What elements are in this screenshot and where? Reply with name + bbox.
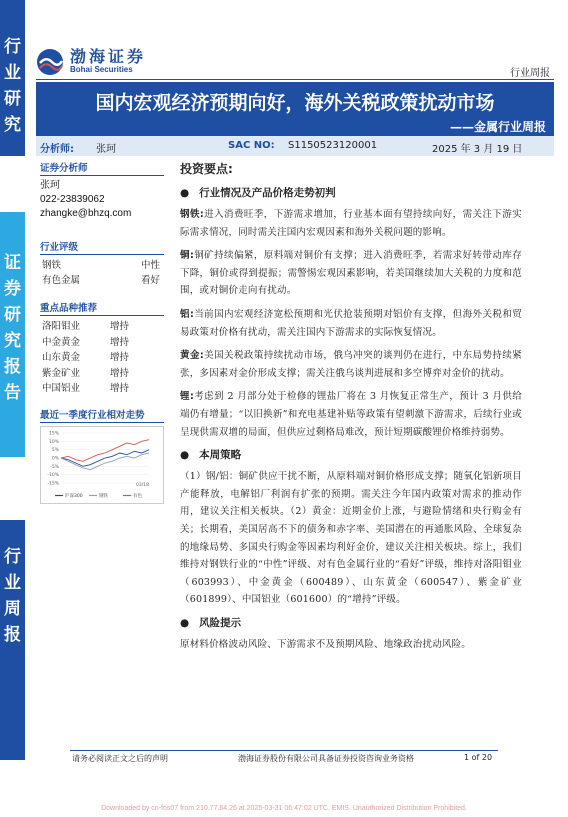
side-tab-char: 研 [4, 305, 21, 325]
y-tick-label: -15% [47, 481, 59, 486]
rating-row [40, 273, 164, 288]
section-title: 行业情况及产品价格走势初判 [199, 187, 336, 199]
para-lead: 钢铁: [180, 209, 204, 220]
logo-en-text: Bohai Securities [70, 65, 133, 74]
info-bar [36, 136, 554, 156]
title-bar [36, 82, 554, 136]
stock-rating: 增持 [110, 321, 130, 332]
para-text: 美国关税政策持续扰动市场，俄乌冲突的谈判仍在进行，中东局势持续紧张，多因素对金价形成支撑；需关注俄乌谈判进展和多空博弈对金价的扰动。 [180, 350, 522, 379]
rating-value: 看好 [140, 275, 160, 286]
rating-industry: 钢铁 [42, 260, 62, 271]
para-lead: 铝: [180, 308, 194, 320]
side-tab-top [0, 0, 25, 156]
side-tab-char: 业 [4, 63, 21, 83]
legend-label: 有色 [133, 493, 142, 499]
section-title: 风险提示 [199, 616, 242, 629]
x-tick-label: 03/18 [136, 482, 149, 488]
bullet-icon: ● [180, 616, 190, 629]
section-title: 本周策略 [199, 449, 242, 462]
para-lead: 锂: [180, 391, 194, 403]
legend-label: 沪深300 [65, 493, 83, 499]
stock-row [40, 366, 164, 382]
side-tab-char: 究 [4, 331, 21, 351]
side-tab-char: 业 [4, 573, 21, 593]
stock-name: 洛阳钼业 [42, 321, 81, 332]
report-subtitle: ——金属行业周报 [449, 120, 546, 134]
side-tab-char: 研 [4, 89, 21, 109]
para-text: 进入消费旺季，下游需求增加，行业基本面有望持续向好，需关注下游实际需求情况，同时需关注国内宏观因素和海外关税问题的影响。 [180, 209, 522, 238]
section-head [180, 447, 522, 462]
analyst-section-head: 证券分析师 [40, 160, 164, 176]
footer-disclaimer: 请务必阅读正文之后的声明 [72, 754, 168, 763]
analyst-email[interactable]: zhangke@bhzq.com [40, 208, 132, 219]
y-tick-label: -5% [50, 464, 59, 470]
footer-company: 渤海证券股份有限公司具备证券投资咨询业务资格 [238, 754, 414, 763]
para-text: 原材料价格波动风险、下游需求不及预期风险、地缘政治扰动风险。 [180, 638, 472, 650]
header-divider [36, 79, 554, 80]
footer-page-number: 1 of 20 [464, 753, 493, 762]
paragraph [180, 388, 522, 441]
sac-number: S1150523120001 [288, 140, 378, 151]
stock-row [40, 319, 164, 335]
bullet-icon: ● [180, 449, 190, 462]
report-title: 国内宏观经济预期向好，海外关税政策扰动市场 [95, 92, 495, 114]
legend-label: 钢铁 [99, 493, 108, 499]
section-head [180, 185, 522, 200]
stock-name: 山东黄金 [42, 352, 81, 363]
main-content [180, 160, 522, 659]
y-tick-label: 5% [51, 447, 59, 453]
side-tab-char: 行 [4, 37, 21, 57]
para-text: 考虑到 2 月部分处于检修的锂盐厂将在 3 月恢复正常生产，预计 3 月供给端仍有增量；“以旧换新”和充电基建补贴等政策有望刺激下游需求，后续行业或呈现供需双增的局面，但供应过剩格局难改，预计短期碳酸锂价格维持弱势。 [180, 391, 522, 438]
company-logo [36, 48, 146, 76]
side-tab-char: 券 [4, 279, 21, 299]
side-tab-char: 告 [4, 383, 21, 403]
stock-row [40, 350, 164, 366]
side-tab-char: 究 [4, 115, 21, 135]
paragraph [180, 247, 522, 300]
stock-name: 紫金矿业 [42, 367, 81, 379]
bohai-logo-icon [36, 48, 64, 76]
y-tick-label: 10% [48, 439, 59, 445]
investment-highlights-head: 投资要点: [180, 162, 233, 176]
side-tab-char: 报 [4, 357, 21, 377]
stocks-section-head: 重点品种推荐 [40, 300, 164, 316]
relative-trend-chart [40, 426, 164, 504]
paragraph [180, 468, 522, 609]
series-line [61, 453, 149, 470]
sac-label: SAC NO: [228, 140, 275, 151]
stock-name: 中金黄金 [42, 336, 81, 348]
stock-row [40, 381, 164, 397]
stock-rating: 增持 [110, 367, 130, 379]
analyst-phone: 022-23839062 [40, 194, 105, 205]
side-tab-char: 报 [4, 625, 21, 645]
paragraph [180, 347, 522, 382]
paragraph [180, 636, 522, 654]
bullet-icon: ● [180, 187, 190, 199]
stock-rating: 增持 [110, 336, 130, 348]
para-lead: 铜: [180, 250, 194, 262]
para-text: 当前国内宏观经济宽松预期和光伏抢装预期对铝价有支撑，但海外关税和贸易政策对价格有扰动，需关注国内下游需求的实际恢复情况。 [180, 308, 523, 338]
y-tick-label: 15% [48, 431, 59, 436]
rating-value: 中性 [140, 260, 160, 271]
chart-section-head: 最近一季度行业相对走势 [40, 407, 164, 423]
download-watermark: Downloaded by cn-fos07 from 210.77.64.26 at 2025-03-31 06:47:02 UTC. EMIS. Unauthorized Distribution Prohibited. [101, 805, 467, 812]
y-tick-label: 0% [51, 456, 59, 461]
para-lead: 黄金: [180, 350, 204, 362]
footer-divider [70, 750, 498, 751]
rating-section-head: 行业评级 [40, 239, 164, 255]
report-type: 行业周报 [510, 68, 550, 79]
stock-rating: 增持 [110, 383, 130, 394]
para-text: （1）钢/铝：铜矿供应干扰不断，从原料端对铜价格形成支撑；随氧化铝新项目产能释放，电解铝厂利润有扩张的预期。需关注今年国内政策对需求的推动作用，建议关注相关板块。（2）黄金：近期金价上涨，与避险情绪和央行购金有关；长期看，美国居高不下的债务和赤字率、美国潜在的再通胀风险、全球复杂的地缘局势、多国央行购金等因素均利好金价，建议关注相关板块。综上，我们维持对钢铁行业的“中性”评级、对有色金属行业的“看好”评级，维持对洛阳钼业（603993）、中金黄金（600489）、山东黄金（600547）、紫金矿业（601899）、中国铝业（601600）的“增持”评级。 [180, 471, 522, 606]
paragraph [180, 306, 522, 341]
analyst-label: 分析师: [40, 144, 74, 155]
logo-cn-text: 渤海证券 [70, 47, 147, 66]
left-sidebar [40, 160, 164, 504]
side-tab-char: 证 [4, 253, 21, 273]
trend-chart-svg [41, 427, 163, 503]
y-tick-label: -10% [47, 472, 59, 478]
side-tab-char: 周 [4, 599, 21, 619]
stock-rating: 增持 [110, 352, 130, 363]
section-head [180, 615, 522, 630]
side-tab-middle [0, 212, 25, 457]
report-date: 2025 年 3 月 19 日 [432, 144, 523, 155]
rating-industry: 有色金属 [42, 275, 81, 286]
side-tab-bottom [0, 520, 25, 760]
stock-row [40, 335, 164, 351]
stock-name: 中国铝业 [42, 383, 81, 394]
para-text: 铜矿持续偏紧，原料端对铜价有支撑；进入消费旺季，若需求好转带动库存下降，铜价或得到提振；需警惕宏观因素影响，若美国继续加大关税的力度和范围，或对铜价走向有扰动。 [180, 250, 523, 297]
analyst-contact-name: 张珂 [40, 180, 60, 191]
paragraph [180, 206, 522, 241]
rating-row [40, 258, 164, 273]
analyst-name: 张珂 [96, 144, 116, 155]
side-tab-char: 行 [4, 547, 21, 567]
